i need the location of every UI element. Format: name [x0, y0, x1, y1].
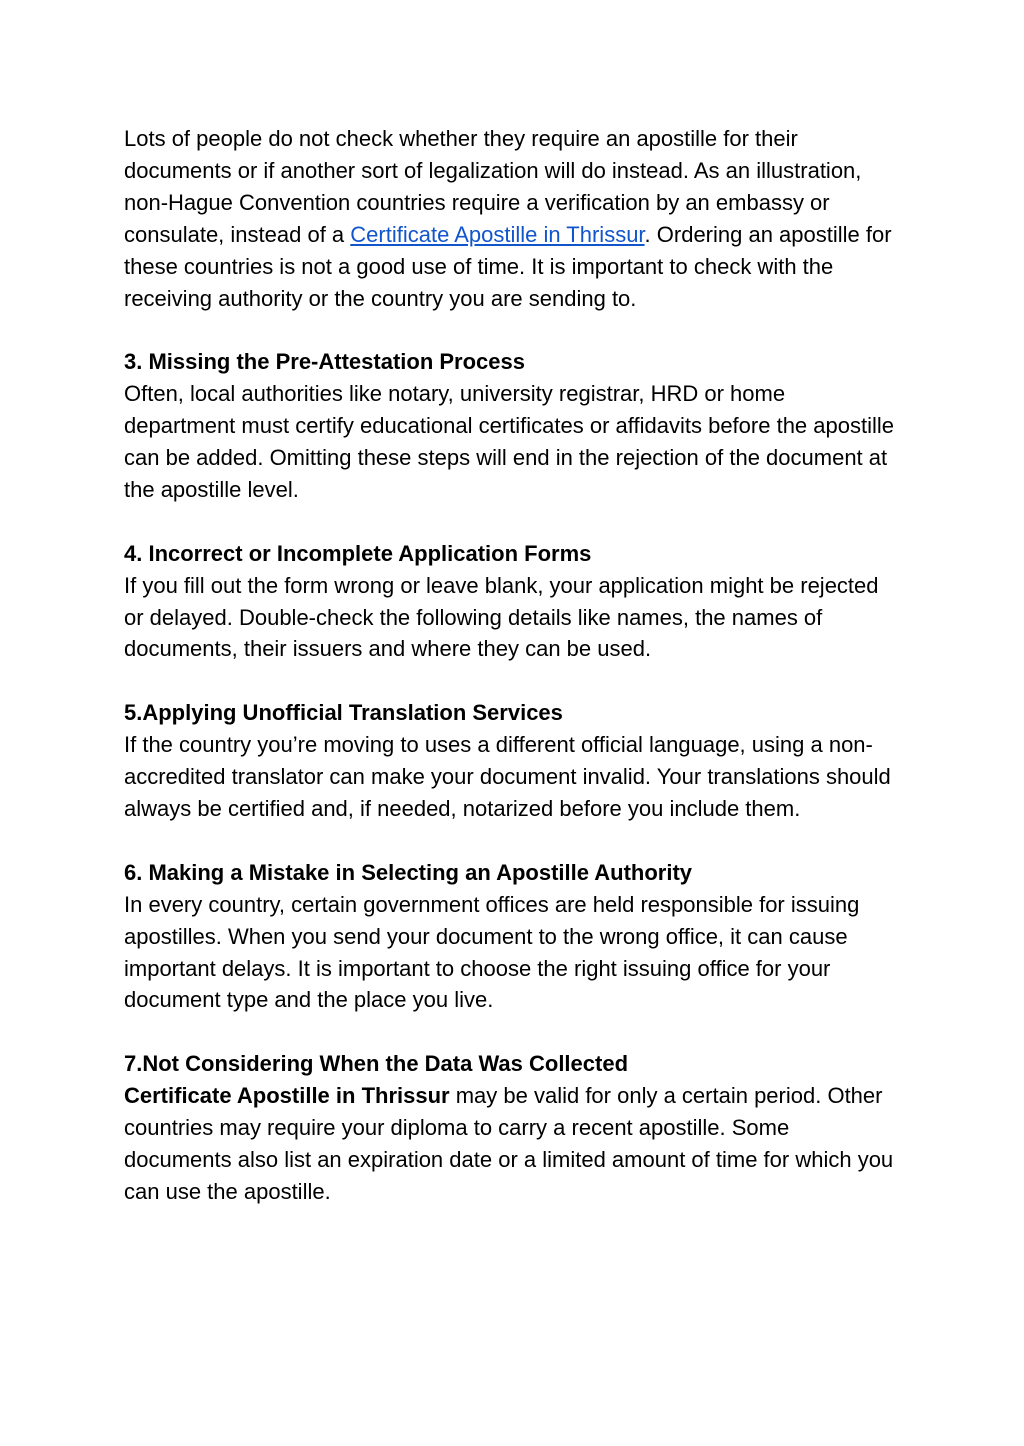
section-body: If you fill out the form wrong or leave blank, your application might be rejected or delayed. Double-check the following details like names, the names of documents, their issuers and where they can be used.	[124, 572, 879, 662]
section-heading: 3. Missing the Pre-Attestation Process	[124, 349, 525, 375]
document-page	[124, 123, 894, 1208]
section-body: In every country, certain government offices are held responsible for issuing apostilles. When you send your document to the wrong office, it can cause important delays. It is important to choose the right issuing office for your document type and the place you live.	[124, 891, 860, 1013]
section-body-text: may be valid for only a certain period. Other countries may require your diploma to carry a recent apostille. Some documents also list an expiration date or a limited amount of time for which you can use the apostille.	[124, 1083, 894, 1204]
section-body: Often, local authorities like notary, university registrar, HRD or home department must certify educational certificates or affidavits before the apostille can be added. Omitting these steps will end in the rejection of the document at the apostille level.	[124, 381, 894, 502]
section-heading: 7.Not Considering When the Data Was Collected	[124, 1051, 629, 1077]
section-body	[124, 1080, 894, 1208]
section-heading: 5.Applying Unofficial Translation Services	[124, 700, 563, 726]
section-heading: 4. Incorrect or Incomplete Application Forms	[124, 540, 592, 566]
section-body: If the country you’re moving to uses a different official language, using a non-accredited translator can make your document invalid. Your translations should always be certified and, if needed, notarized before you include them.	[124, 732, 891, 821]
section-pre-attestation	[124, 346, 894, 506]
intro-text-before-link: Lots of people do not check whether they require an apostille for their documents or if another sort of legalization will do instead. As an illustration, non-Hague Convention countries require a verification by an embassy or consulate, instead of a	[124, 126, 862, 247]
intro-paragraph	[124, 123, 894, 314]
section-translation-services	[124, 697, 894, 825]
intro-text-after-link: . Ordering an apostille for these countries is not a good use of time. It is important to check with the receiving authority or the country you are sending to.	[124, 221, 892, 311]
section-data-collected	[124, 1048, 894, 1208]
section-apostille-authority	[124, 857, 894, 1017]
section-bold-lead: Certificate Apostille in Thrissur	[124, 1083, 450, 1109]
certificate-apostille-link[interactable]: Certificate Apostille in Thrissur	[350, 221, 645, 247]
section-heading: 6. Making a Mistake in Selecting an Apostille Authority	[124, 859, 693, 885]
section-application-forms	[124, 538, 894, 666]
